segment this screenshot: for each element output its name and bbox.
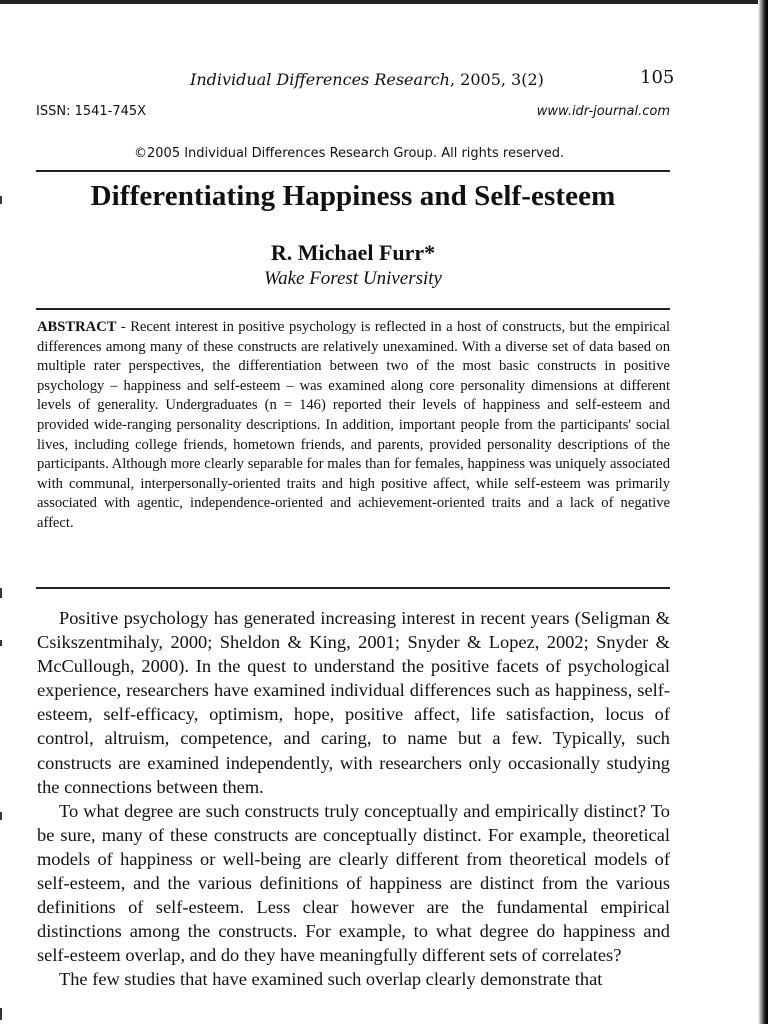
- issn: ISSN: 1541-745X: [36, 104, 147, 119]
- body-text: [37, 606, 670, 992]
- author-affiliation: Wake Forest University: [264, 268, 442, 289]
- page-number: 105: [640, 67, 675, 88]
- journal-url: www.idr-journal.com: [536, 104, 670, 119]
- scan-left-marks: [0, 0, 3, 1024]
- journal-year-issue: , 2005, 3(2): [449, 70, 544, 89]
- abstract-top-rule: [36, 308, 670, 310]
- copyright-notice: ©2005 Individual Differences Research Group. All rights reserved.: [134, 146, 565, 161]
- scan-top-edge: [0, 0, 768, 4]
- body-paragraph: The few studies that have examined such overlap clearly demonstrate that: [59, 969, 603, 990]
- abstract-label: ABSTRACT: [37, 319, 117, 335]
- journal-name: Individual Differences Research: [190, 70, 450, 89]
- abstract-bottom-rule: [36, 587, 670, 589]
- abstract-text: - Recent interest in positive psychology is reflected in a host of constructs, but the empirical differences among many of these constructs are relatively unexamined. With a diverse set of data based on multiple rater perspectives, the differentiation between two of the most basic constructs in positive psychology – happiness and self-esteem – was examined along core personality dimensions at different levels of generality. Undergraduates (n = 146) reported their levels of happiness and self-esteem and provided wide-ranging personality descriptions. In addition, important people from the participants' social lives, including college friends, hometown friends, and parents, provided personality descriptions of the participants. Although more clearly separable for males than for females, happiness was uniquely associated with communal, interpersonally-oriented traits and high positive affect, while self-esteem was primarily associated with agentic, independence-oriented and achievement-oriented traits and a lack of negative affect.: [37, 319, 670, 531]
- journal-citation: [190, 70, 544, 89]
- scan-right-edge: [758, 0, 768, 1024]
- article-author: R. Michael Furr*: [270, 240, 436, 265]
- body-paragraph: Positive psychology has generated increasing interest in recent years (Seligman & Csikszentmihaly, 2000; Sheldon & King, 2001; Snyder & Lopez, 2002; Snyder & McCullough, 2000). In the quest to understand the positive facets of psychological experience, researchers have examined individual differences such as happiness, self-esteem, self-efficacy, optimism, hope, positive affect, life satisfaction, locus of control, altruism, competence, and caring, to name but a few. Typically, such constructs are examined independently, with researchers only occasionally studying the connections between them.: [37, 608, 670, 797]
- header-rule: [36, 170, 670, 172]
- abstract: [37, 318, 670, 534]
- article-title: Differentiating Happiness and Self-esteem: [90, 180, 616, 212]
- body-paragraph: To what degree are such constructs truly conceptually and empirically distinct? To be sure, many of these constructs are conceptually distinct. For example, theoretical models of happiness or well-being are clearly different from theoretical models of self-esteem, and the various definitions of happiness are distinct from the various definitions of self-esteem. Less clear however are the fundamental empirical distinctions among the constructs. For example, to what degree do happiness and self-esteem overlap, and do they have meaningfully different sets of correlates?: [37, 800, 670, 966]
